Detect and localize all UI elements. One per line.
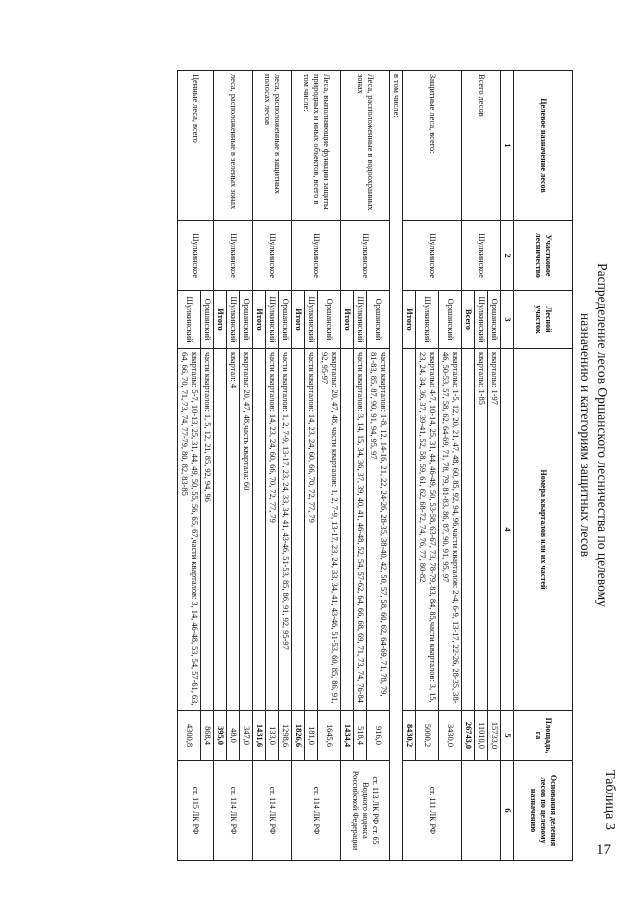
forest-area-cell: Шулкинский [266, 291, 279, 349]
quarters-cell: кварталы: 4-7, 10-14, 25, 31, 44, 46-49, 50, 53-58, 63-67, 73, 78-79, 83, 84, 85,части кварталов: 3, 15, 23, 24, 34, 36, 37, 39-41, 52, 58, 59, 61, 62, 68-72, 74, 76, 77, 80-82 [416, 349, 439, 711]
quarters-cell [462, 349, 475, 711]
forest-area-cell: Шулкинский [227, 291, 240, 349]
area-cell: 3430,0 [439, 711, 462, 761]
quarters-cell: кварталы: 20, 47, 48,часть квартала: 60 [240, 349, 253, 711]
forest-area-cell: Шулкинский [475, 291, 488, 349]
header-quarters: Номера кварталов или их частей [514, 349, 573, 711]
table-row [390, 71, 403, 861]
total-label: Итого [292, 291, 305, 349]
total-label: Итого [214, 291, 227, 349]
forest-area-cell: Шулкинский [305, 291, 318, 349]
quarters-cell: кварталы: 5-7, 10-13, 25, 31, 44, 49, 50, 55, 56, 65, 67,части кварталов: 3, 14, 46-48, 53, 54, 57-61, 63, 64, 66, 70, 71, 73, 74, 77-79, 80, 82, 83-85 [178, 349, 201, 711]
title-line-1: Распределение лесов Оршанского лесничества по целевому [595, 263, 610, 607]
forest-area-cell: Оршанский [240, 291, 253, 349]
table-row [367, 71, 390, 861]
total-label: Итого [403, 291, 416, 349]
quarters-cell [403, 349, 416, 711]
district-cell: Шулкинское [214, 221, 253, 291]
quarters-cell: части кварталов: 1, 5, 12, 21, 85, 92, 94, 96 [201, 349, 214, 711]
purpose-cell: Леса, расположенные в водоохранных зонах [341, 71, 390, 221]
forest-area-cell: Оршанский [318, 291, 341, 349]
quarters-cell: кварталы: 20, 47, 48, части кварталов: 1, 2, 7-9, 13-17, 23, 24, 33, 34, 41, 43-46, 51-53, 60, 85, 86, 91, 92, 95-97 [318, 349, 341, 711]
quarters-cell [253, 349, 266, 711]
forest-area-cell: Шулкинский [178, 291, 201, 349]
column-number: 4 [501, 349, 514, 711]
forest-area-cell: Оршанский [488, 291, 501, 349]
title-line-2: назначению и категориям защитных лесов [578, 313, 593, 557]
table-row [439, 71, 462, 861]
table-row [201, 71, 214, 861]
quarters-cell: части кварталов: 14, 23, 24, 60, 66, 70, 72, 77, 79 [305, 349, 318, 711]
basis-cell: ст. 115 ЛК РФ [178, 761, 214, 861]
area-cell: 15733,0 [488, 711, 501, 761]
forest-distribution-table [177, 70, 573, 861]
area-cell: 181,0 [305, 711, 318, 761]
column-number: 6 [501, 761, 514, 861]
total-label: Всего [462, 291, 475, 349]
quarters-cell [341, 349, 354, 711]
area-cell: 1298,6 [279, 711, 292, 761]
purpose-cell: леса, расположенные в защитных полосах лесов [253, 71, 292, 221]
column-number: 2 [501, 221, 514, 291]
quarters-cell: квартал: 4 [227, 349, 240, 711]
purpose-cell: Леса, выполняющие функции защиты природных и иных объектов, всего в том числе: [292, 71, 341, 221]
header-area: Площадь, га [514, 711, 573, 761]
header-basis: Основания деления лесов по целевому назначению [514, 761, 573, 861]
forest-area-cell: Оршанский [367, 291, 390, 349]
forest-area-cell: Оршанский [201, 291, 214, 349]
area-cell: 133,0 [266, 711, 279, 761]
area-total-cell: 8430,2 [403, 711, 416, 761]
basis-cell: ст. 114 ЛК РФ [292, 761, 341, 861]
area-total-cell: 1434,4 [341, 711, 354, 761]
table-row [318, 71, 341, 861]
quarters-cell [292, 349, 305, 711]
area-total-cell: 395,0 [214, 711, 227, 761]
total-label: Итого [253, 291, 266, 349]
including-label: в том числе: [390, 71, 403, 861]
forest-area-cell: Оршанский [279, 291, 292, 349]
document-title [577, 130, 611, 740]
purpose-cell: Всего лесов [462, 71, 501, 221]
header-purpose: Целевое назначение лесов [514, 71, 573, 221]
quarters-cell: части кварталов: 14, 23, 24, 60, 66, 70, 72, 77, 79 [266, 349, 279, 711]
purpose-cell: Защитные леса, всего: [403, 71, 462, 221]
quarters-cell: кварталы: 1-5, 12, 20, 21, 47, 48, 60, 85, 92, 94, 96,части кварталов: 2-4, 6-9, 13-17, 22-26, 28-35, 38-46, 50-53, 57, 58, 62, 64-69, 71, 78, 79, 81-83, 86, 87, 90, 91, 95, 97 [439, 349, 462, 711]
table-row [240, 71, 253, 861]
forest-area-cell: Оршанский [439, 291, 462, 349]
district-cell: Шулкинское [403, 221, 462, 291]
basis-cell: ст. 114 ЛК РФ [253, 761, 292, 861]
district-cell: Шулкинское [462, 221, 501, 291]
quarters-cell: кварталы: 1-97 [488, 349, 501, 711]
quarters-cell [214, 349, 227, 711]
purpose-cell: Ценные леса, всего [178, 71, 214, 221]
quarters-cell: части кварталов: 1, 2, 7-9, 13-17, 23, 24, 33, 34, 41, 43-46, 51-53, 85, 86, 91, 92, 95-97 [279, 349, 292, 711]
area-cell: 518,4 [354, 711, 367, 761]
basis-cell: ст. 113 ЛК РФ ст. 65 Водного кодекса Российской Федерации [341, 761, 390, 861]
table-row [279, 71, 292, 861]
header-forest-area: Лесной участок [514, 291, 573, 349]
area-cell: 5000,2 [416, 711, 439, 761]
page-number: 17 [596, 842, 611, 858]
forest-area-cell: Шулкинский [416, 291, 439, 349]
area-cell: 347,0 [240, 711, 253, 761]
area-cell: 868,4 [201, 711, 214, 761]
column-number: 1 [501, 71, 514, 221]
basis-cell [462, 761, 501, 861]
table-header-row [514, 71, 573, 861]
area-cell: 1645,6 [318, 711, 341, 761]
table-label: Таблица 3 [602, 770, 617, 830]
basis-cell: ст. 114 ЛК РФ [214, 761, 253, 861]
column-number: 3 [501, 291, 514, 349]
area-total-cell: 1826,6 [292, 711, 305, 761]
area-cell: 4300,8 [178, 711, 201, 761]
district-cell: Шулкинское [178, 221, 214, 291]
district-cell: Шулкинское [341, 221, 390, 291]
district-cell: Шулкинское [253, 221, 292, 291]
header-district-forestry: Участковое лесничество [514, 221, 573, 291]
purpose-cell: леса, расположенные в зеленых зонах [214, 71, 253, 221]
area-cell: 48,0 [227, 711, 240, 761]
column-number-row [501, 71, 514, 861]
table-row [488, 71, 501, 861]
quarters-cell: части кварталов: 1-8, 12, 14-16, 21, 22, 24-26, 28-35, 38-40, 42, 50, 57, 58, 60, 62, 64-69, 71, 78, 79, 81-83, 85, 87, 90, 91, 94, 95, 97 [367, 349, 390, 711]
total-label: Итого [341, 291, 354, 349]
area-cell: 11010,0 [475, 711, 488, 761]
quarters-cell: части кварталов: 3, 14, 15, 34, 36, 37, 39, 40, 41, 46-48, 52, 54, 57-62, 64, 66, 68, 69, 71, 73, 74, 76-84 [354, 349, 367, 711]
district-cell: Шулкинское [292, 221, 341, 291]
area-total-cell: 26743,0 [462, 711, 475, 761]
column-number: 5 [501, 711, 514, 761]
area-cell: 916,0 [367, 711, 390, 761]
quarters-cell: кварталы: 1-85 [475, 349, 488, 711]
forest-area-cell: Шулкинский [354, 291, 367, 349]
basis-cell: ст. 111 ЛК РФ [403, 761, 462, 861]
area-total-cell: 1431,6 [253, 711, 266, 761]
